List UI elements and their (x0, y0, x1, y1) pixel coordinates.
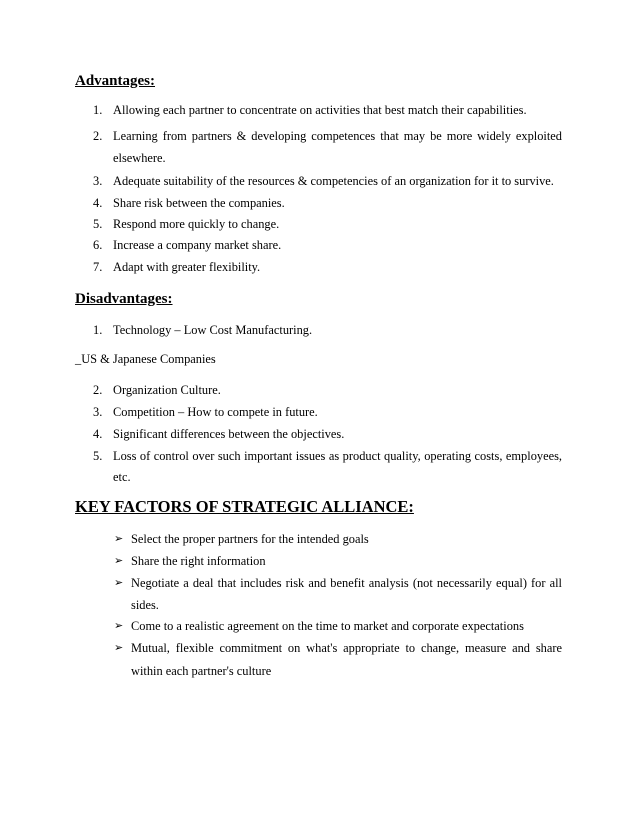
arrow-bullet-icon: ➢ (114, 620, 124, 632)
arrow-bullet-icon: ➢ (114, 533, 124, 545)
advantages-heading: Advantages: (75, 73, 156, 89)
arrow-bullet-icon: ➢ (114, 555, 124, 567)
document-page: Advantages: 1. Allowing each partner to concentrate on activities that best match their capabilities. 2. Learning from partners & developing competences that may be more widely exploited elsewhere. 3. Adequate suitability of the resources & competencies of an organization for it to survive. 4. Share risk between the companies. 5. Respond more quickly to change. 6. Increase a company market share. 7. Adapt with greater flexibility. Disadvantages: 1. Technology – Low Cost Manufacturing. _US & Japanese Companies 2. Organization Culture. 3. Competition – How to compete in future. 4. Significant differences between the objectives. 5. Loss of control over such important issues as product quality, operating costs, employees, etc. KEY FACTORS OF STRATEGIC ALLIANCE: ➢ Select the proper partners for the intended goals ➢ Share the right information ➢ Negotiate a deal that includes risk and benefit analysis (not necessarily equal) for all sides. ➢ Come to a realistic agreement on the time to market and corporate expectations ➢ Mutual, flexible commitment on what's appropriate to change, measure and share within each partner's culture (75, 73, 562, 678)
arrow-bullet-icon: ➢ (114, 642, 124, 654)
arrow-bullet-icon: ➢ (114, 577, 124, 589)
key-factors-heading: KEY FACTORS OF STRATEGIC ALLIANCE: (75, 497, 414, 516)
disadvantages-heading: Disadvantages: (75, 291, 173, 307)
